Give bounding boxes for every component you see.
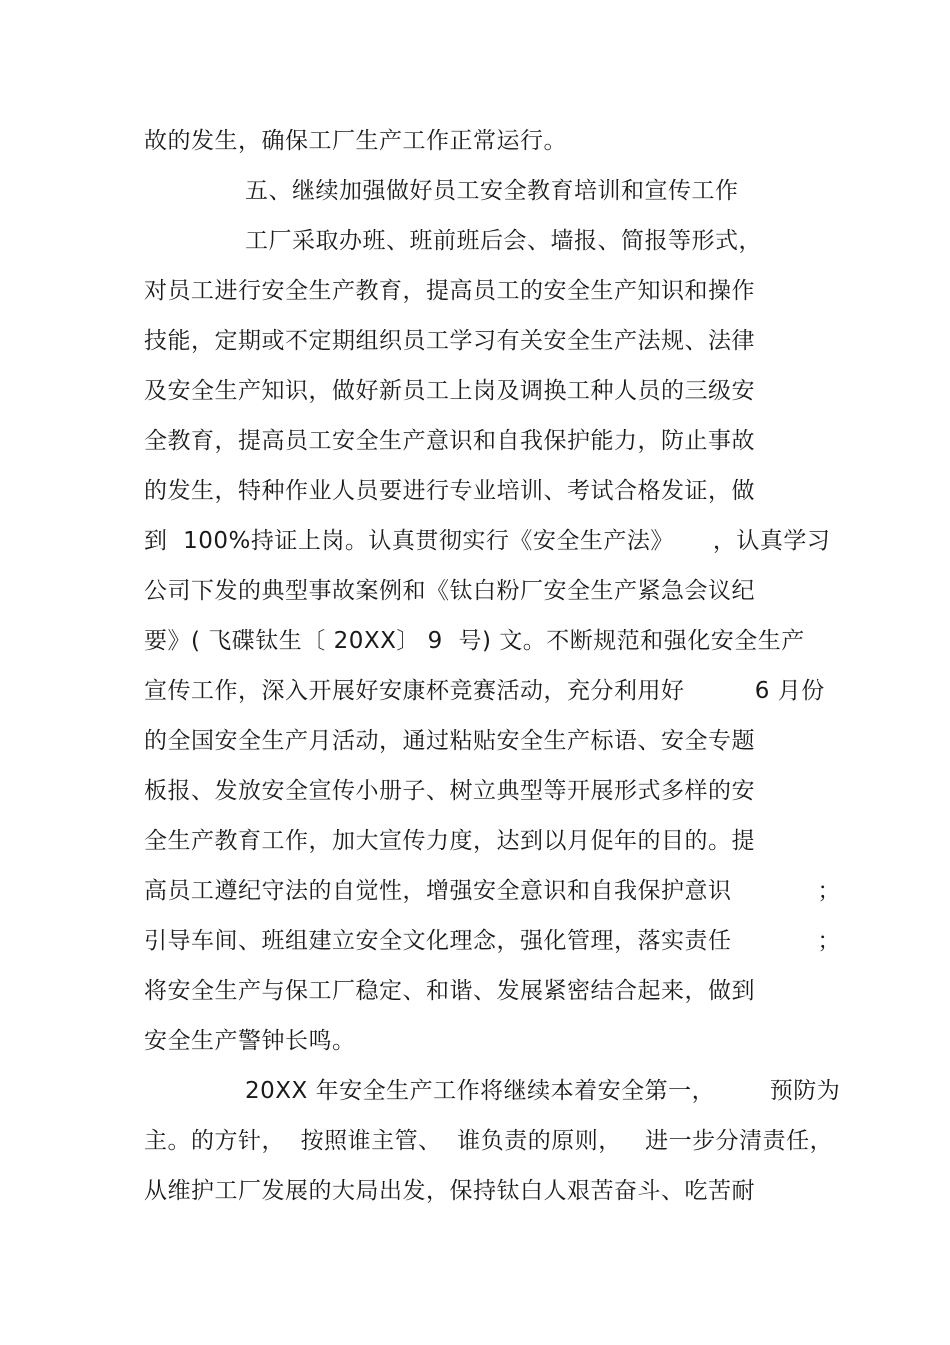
text-line-21: 主。的方针， 按照谁主管、 谁负责的原则， 进一步分清责任， <box>144 1128 834 1154</box>
text-line-20: 20XX 年安全生产工作将继续本着安全第一， 预防为 <box>245 1078 841 1104</box>
text-line-3: 工厂采取办班、班前班后会、墙报、简报等形式， <box>245 228 762 254</box>
text-line-10: 公司下发的典型事故案例和《钛白粉厂安全生产紧急会议纪 <box>144 578 755 604</box>
text-line-6: 及安全生产知识，做好新员工上岗及调换工种人员的三级安 <box>144 378 755 404</box>
text-line-18: 将安全生产与保工厂稳定、和谐、发展紧密结合起来，做到 <box>144 978 755 1004</box>
text-line-8: 的发生，特种作业人员要进行专业培训、考试合格发证，做 <box>144 478 755 504</box>
text-line-12: 宣传工作，深入开展好安康杯竞赛活动，充分利用好 6 月份 <box>144 678 825 704</box>
text-line-4: 对员工进行安全生产教育，提高员工的安全生产知识和操作 <box>144 278 755 304</box>
text-line-9: 到 100%持证上岗。认真贯彻实行《安全生产法》 ，认真学习 <box>144 528 831 554</box>
text-line-13: 的全国安全生产月活动，通过粘贴安全生产标语、安全专题 <box>144 728 755 754</box>
text-line-22: 从维护工厂发展的大局出发，保持钛白人艰苦奋斗、吃苦耐 <box>144 1178 755 1204</box>
text-line-7: 全教育，提高员工安全生产意识和自我保护能力，防止事故 <box>144 428 755 454</box>
text-line-17: 引导车间、班组建立安全文化理念，强化管理，落实责任 ； <box>144 928 841 954</box>
text-line-1: 故的发生，确保工厂生产工作正常运行。 <box>144 128 567 154</box>
section-heading: 五、继续加强做好员工安全教育培训和宣传工作 <box>245 178 739 204</box>
text-line-15: 全生产教育工作，加大宣传力度，达到以月促年的目的。提 <box>144 828 755 854</box>
text-line-5: 技能，定期或不定期组织员工学习有关安全生产法规、法律 <box>144 328 755 354</box>
text-line-19: 安全生产警钟长鸣。 <box>144 1028 356 1054</box>
text-line-11: 要》( 飞碟钛生〔 20XX〕 9 号) 文。不断规范和强化安全生产 <box>144 628 805 654</box>
text-line-14: 板报、发放安全宣传小册子、树立典型等开展形式多样的安 <box>144 778 755 804</box>
text-line-16: 高员工遵纪守法的自觉性，增强安全意识和自我保护意识 ； <box>144 878 841 904</box>
